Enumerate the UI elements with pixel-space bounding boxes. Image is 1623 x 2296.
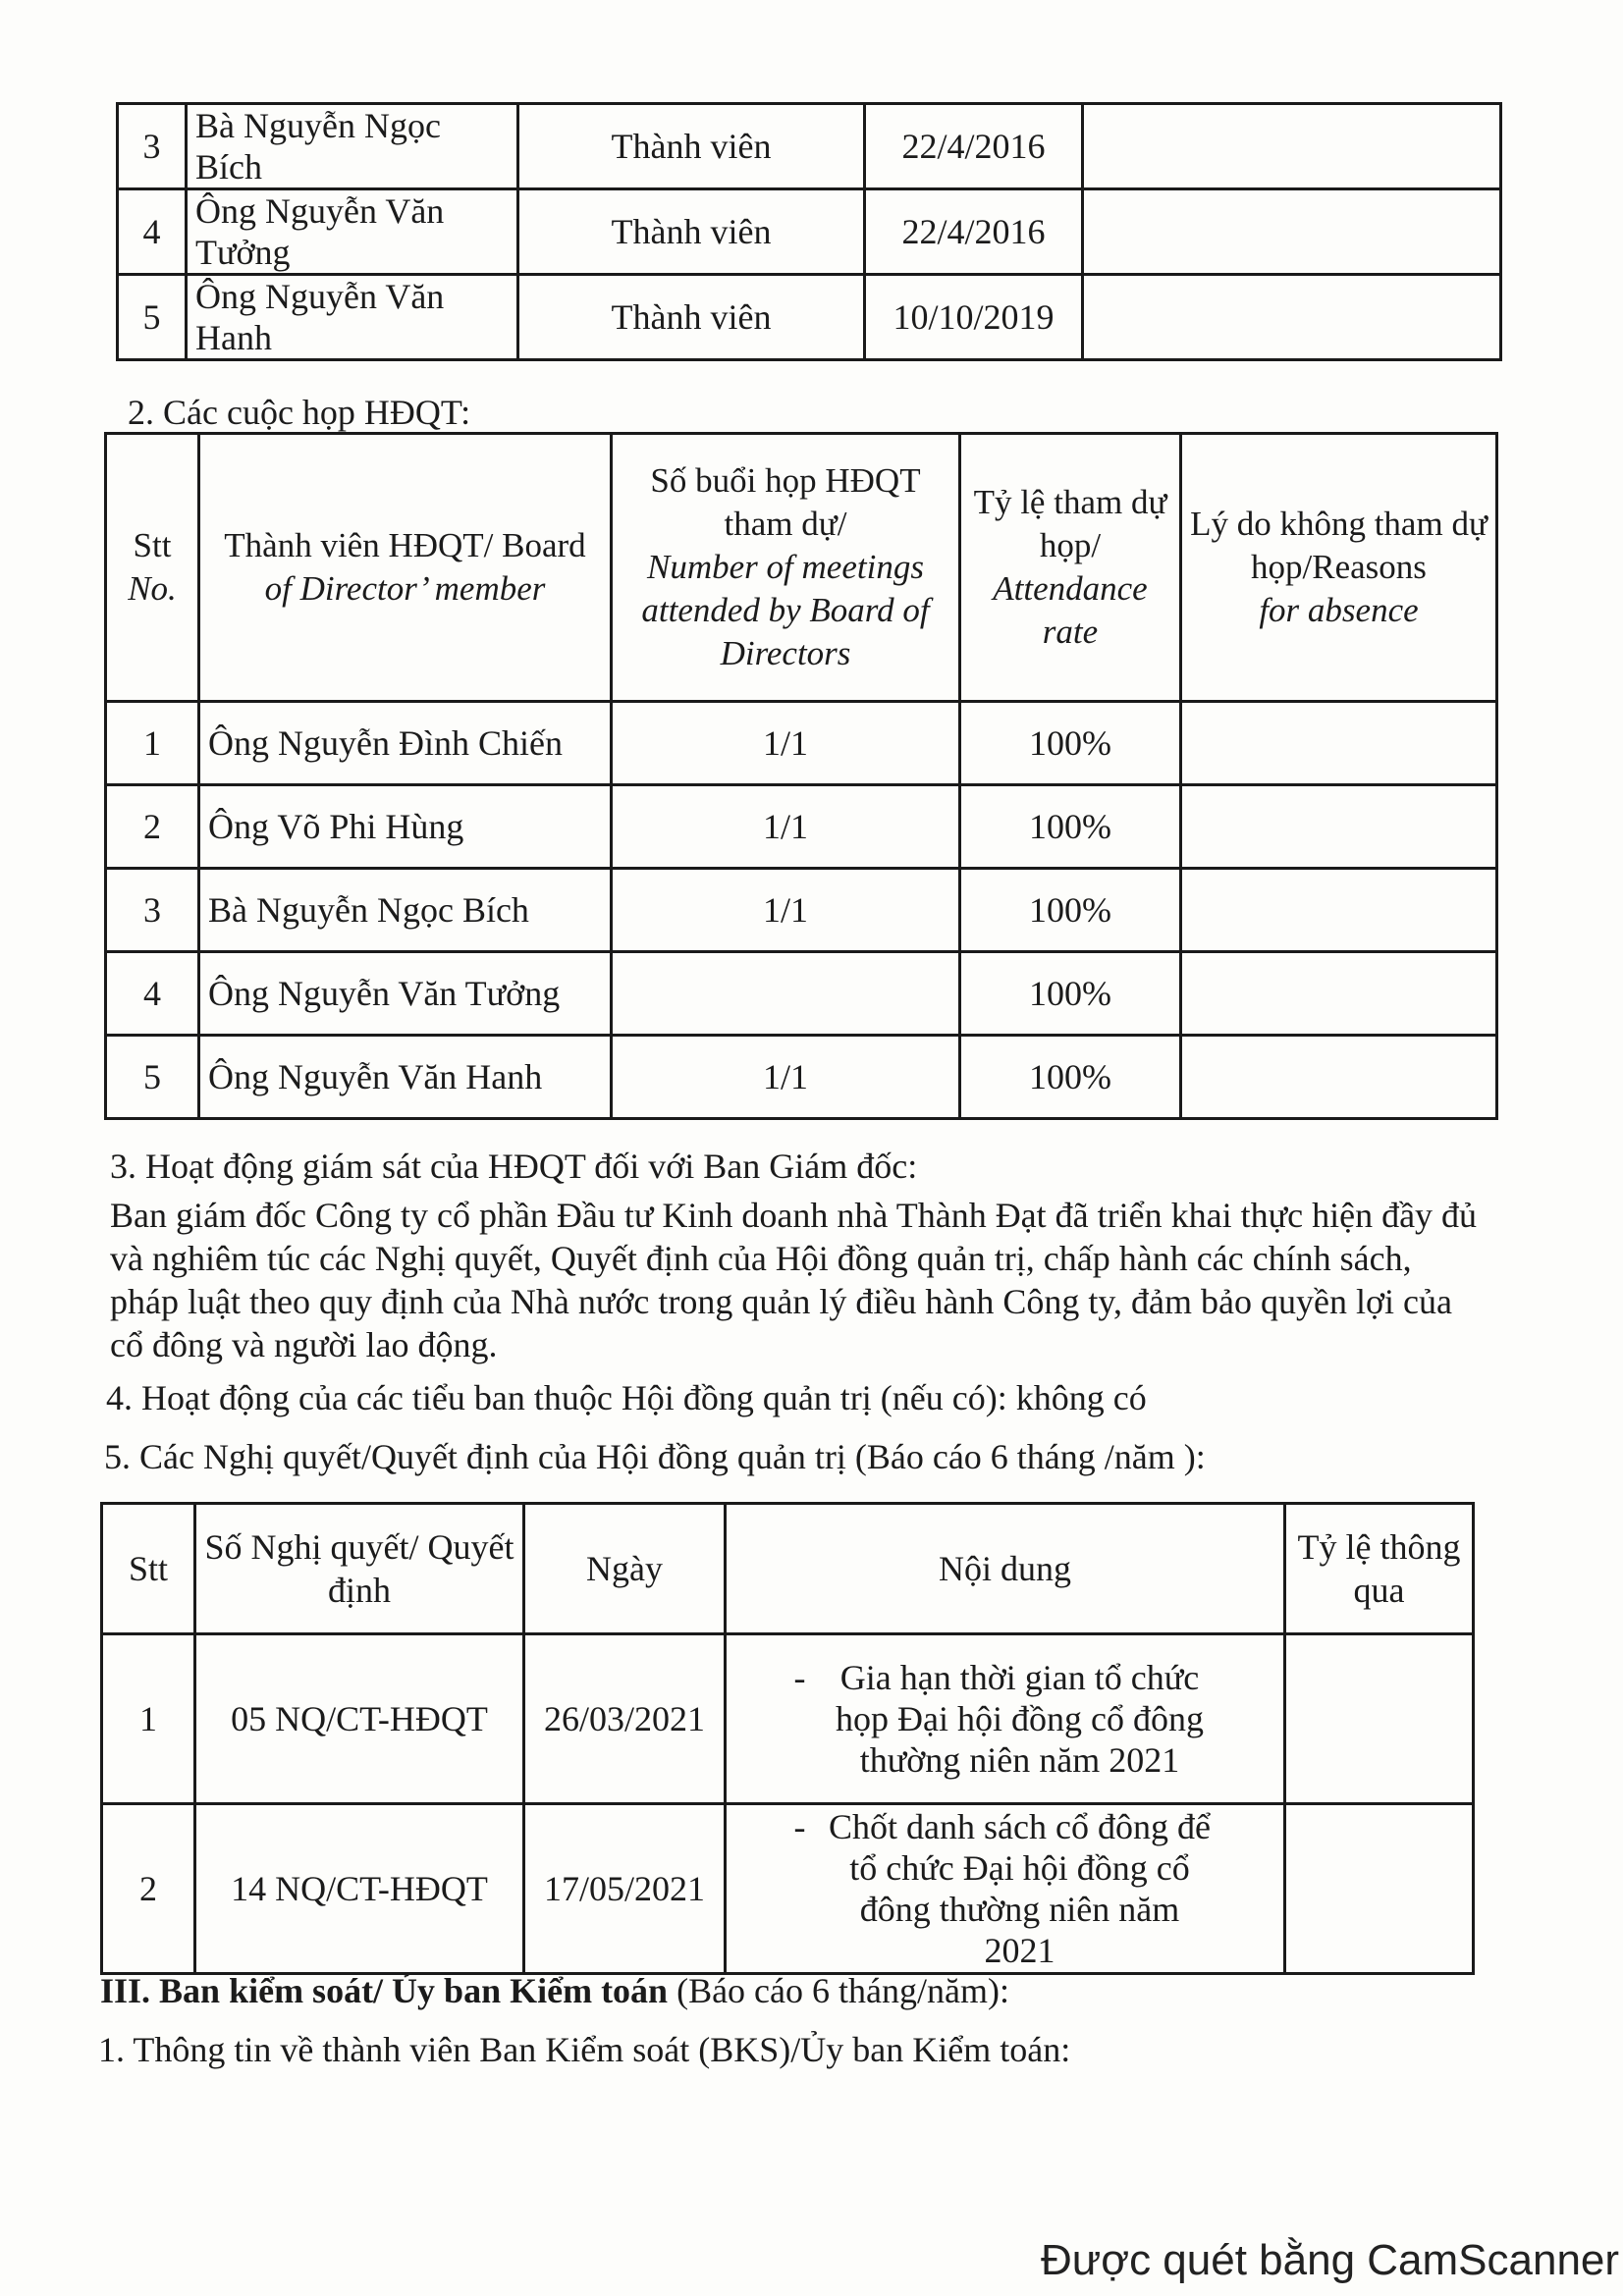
attendance-rate: 100% <box>960 785 1181 869</box>
bullet-text: Chốt danh sách cổ đông để tổ chức Đại hội đồng cổ đông thường niên năm 2021 <box>829 1807 1211 1970</box>
row-number: 3 <box>106 869 199 952</box>
bullet-item <box>734 1657 1275 1781</box>
member-name: Ông Nguyễn Đình Chiến <box>199 702 612 785</box>
section-iii-heading <box>100 1969 1009 2012</box>
meetings-attended: 1/1 <box>612 1036 960 1119</box>
member-role: Thành viên <box>518 104 865 189</box>
attendance-rate: 100% <box>960 1036 1181 1119</box>
meetings-attended: 1/1 <box>612 702 960 785</box>
absence-reason <box>1181 1036 1497 1119</box>
camscanner-watermark: Được quét bằng CamScanner <box>1041 2236 1620 2284</box>
header-number: Số Nghị quyết/ Quyết định <box>195 1504 524 1634</box>
section-iii-subtitle: (Báo cáo 6 tháng/năm): <box>668 1971 1009 2010</box>
row-number: 2 <box>102 1804 195 1974</box>
board-members-table <box>116 102 1502 361</box>
section-3-body: Ban giám đốc Công ty cổ phần Đầu tư Kinh doanh nhà Thành Đạt đã triển khai thực hiện đầy đủ và nghiêm túc các Nghị quyết, Quyết định của Hội đồng quản trị, chấp hành các chính sách, pháp luật theo quy định của Nhà nước trong quản lý điều hành Công ty, đảm bảo quyền lợi của cổ đông và người lao động. <box>110 1196 1478 1364</box>
row-number: 1 <box>106 702 199 785</box>
header-rate: Tỷ lệ tham dự họp/ Attendance rate <box>960 434 1181 702</box>
table-row <box>102 1804 1474 1974</box>
attendance-rate: 100% <box>960 702 1181 785</box>
table-row <box>106 869 1497 952</box>
row-number: 5 <box>118 275 187 360</box>
section-iii-item-1: 1. Thông tin về thành viên Ban Kiểm soát (BKS)/Ủy ban Kiểm toán: <box>98 2030 1071 2069</box>
header-member: Thành viên HĐQT/ Board of Director’ member <box>199 434 612 702</box>
extra-cell <box>1083 104 1501 189</box>
meetings-attended: 1/1 <box>612 869 960 952</box>
member-name: Bà Nguyễn Ngọc Bích <box>187 104 518 189</box>
header-meetings: Số buổi họp HĐQT tham dự/ Number of meetings attended by Board of Directors <box>612 434 960 702</box>
absence-reason <box>1181 785 1497 869</box>
absence-reason <box>1181 869 1497 952</box>
header-reason: Lý do không tham dự họp/Reasons for absence <box>1181 434 1497 702</box>
header-stt: Stt No. <box>106 434 199 702</box>
row-number: 5 <box>106 1036 199 1119</box>
meetings-attended: 1/1 <box>612 785 960 869</box>
header-stt: Stt <box>102 1504 195 1634</box>
row-number: 3 <box>118 104 187 189</box>
section-2-heading: 2. Các cuộc họp HĐQT: <box>128 393 471 432</box>
member-role: Thành viên <box>518 189 865 275</box>
resolution-number: 14 NQ/CT-HĐQT <box>195 1804 524 1974</box>
appointment-date: 22/4/2016 <box>865 104 1083 189</box>
appointment-date: 10/10/2019 <box>865 275 1083 360</box>
header-date: Ngày <box>524 1504 726 1634</box>
section-3-heading: 3. Hoạt động giám sát của HĐQT đối với Ban Giám đốc: <box>110 1147 918 1186</box>
member-name: Bà Nguyễn Ngọc Bích <box>199 869 612 952</box>
member-role: Thành viên <box>518 275 865 360</box>
pass-rate <box>1285 1634 1474 1804</box>
extra-cell <box>1083 189 1501 275</box>
row-number: 2 <box>106 785 199 869</box>
member-name: Ông Nguyễn Văn Tưởng <box>187 189 518 275</box>
header-content: Nội dung <box>726 1504 1285 1634</box>
resolution-content <box>726 1634 1285 1804</box>
resolutions-table <box>100 1502 1475 1975</box>
resolution-date: 26/03/2021 <box>524 1634 726 1804</box>
section-5-heading: 5. Các Nghị quyết/Quyết định của Hội đồng quản trị (Báo cáo 6 tháng /năm ): <box>104 1437 1206 1476</box>
member-name: Ông Võ Phi Hùng <box>199 785 612 869</box>
bullet-item <box>734 1806 1275 1971</box>
board-meetings-table <box>104 432 1498 1120</box>
row-number: 4 <box>118 189 187 275</box>
resolution-date: 17/05/2021 <box>524 1804 726 1974</box>
member-name: Ông Nguyễn Văn Tưởng <box>199 952 612 1036</box>
attendance-rate: 100% <box>960 869 1181 952</box>
bullet-dash: - <box>793 1807 806 1846</box>
absence-reason <box>1181 702 1497 785</box>
table-row <box>102 1634 1474 1804</box>
table-row <box>118 104 1501 189</box>
table-row <box>118 189 1501 275</box>
member-name: Ông Nguyễn Văn Hanh <box>187 275 518 360</box>
section-iii-title: III. Ban kiểm soát/ Ủy ban Kiểm toán <box>100 1971 669 2010</box>
table-row <box>106 785 1497 869</box>
bullet-dash: - <box>793 1658 806 1697</box>
table-row <box>106 1036 1497 1119</box>
section-4-text: 4. Hoạt động của các tiểu ban thuộc Hội đồng quản trị (nếu có): không có <box>106 1378 1147 1417</box>
row-number: 1 <box>102 1634 195 1804</box>
row-number: 4 <box>106 952 199 1036</box>
meetings-attended <box>612 952 960 1036</box>
bullet-text: Gia hạn thời gian tổ chức họp Đại hội đồng cổ đông thường niên năm 2021 <box>836 1658 1204 1780</box>
table-row <box>106 952 1497 1036</box>
table-row <box>118 275 1501 360</box>
resolution-number: 05 NQ/CT-HĐQT <box>195 1634 524 1804</box>
member-name: Ông Nguyễn Văn Hanh <box>199 1036 612 1119</box>
resolution-content <box>726 1804 1285 1974</box>
extra-cell <box>1083 275 1501 360</box>
header-pass-rate: Tỷ lệ thông qua <box>1285 1504 1474 1634</box>
pass-rate <box>1285 1804 1474 1974</box>
absence-reason <box>1181 952 1497 1036</box>
attendance-rate: 100% <box>960 952 1181 1036</box>
appointment-date: 22/4/2016 <box>865 189 1083 275</box>
table-row <box>106 702 1497 785</box>
